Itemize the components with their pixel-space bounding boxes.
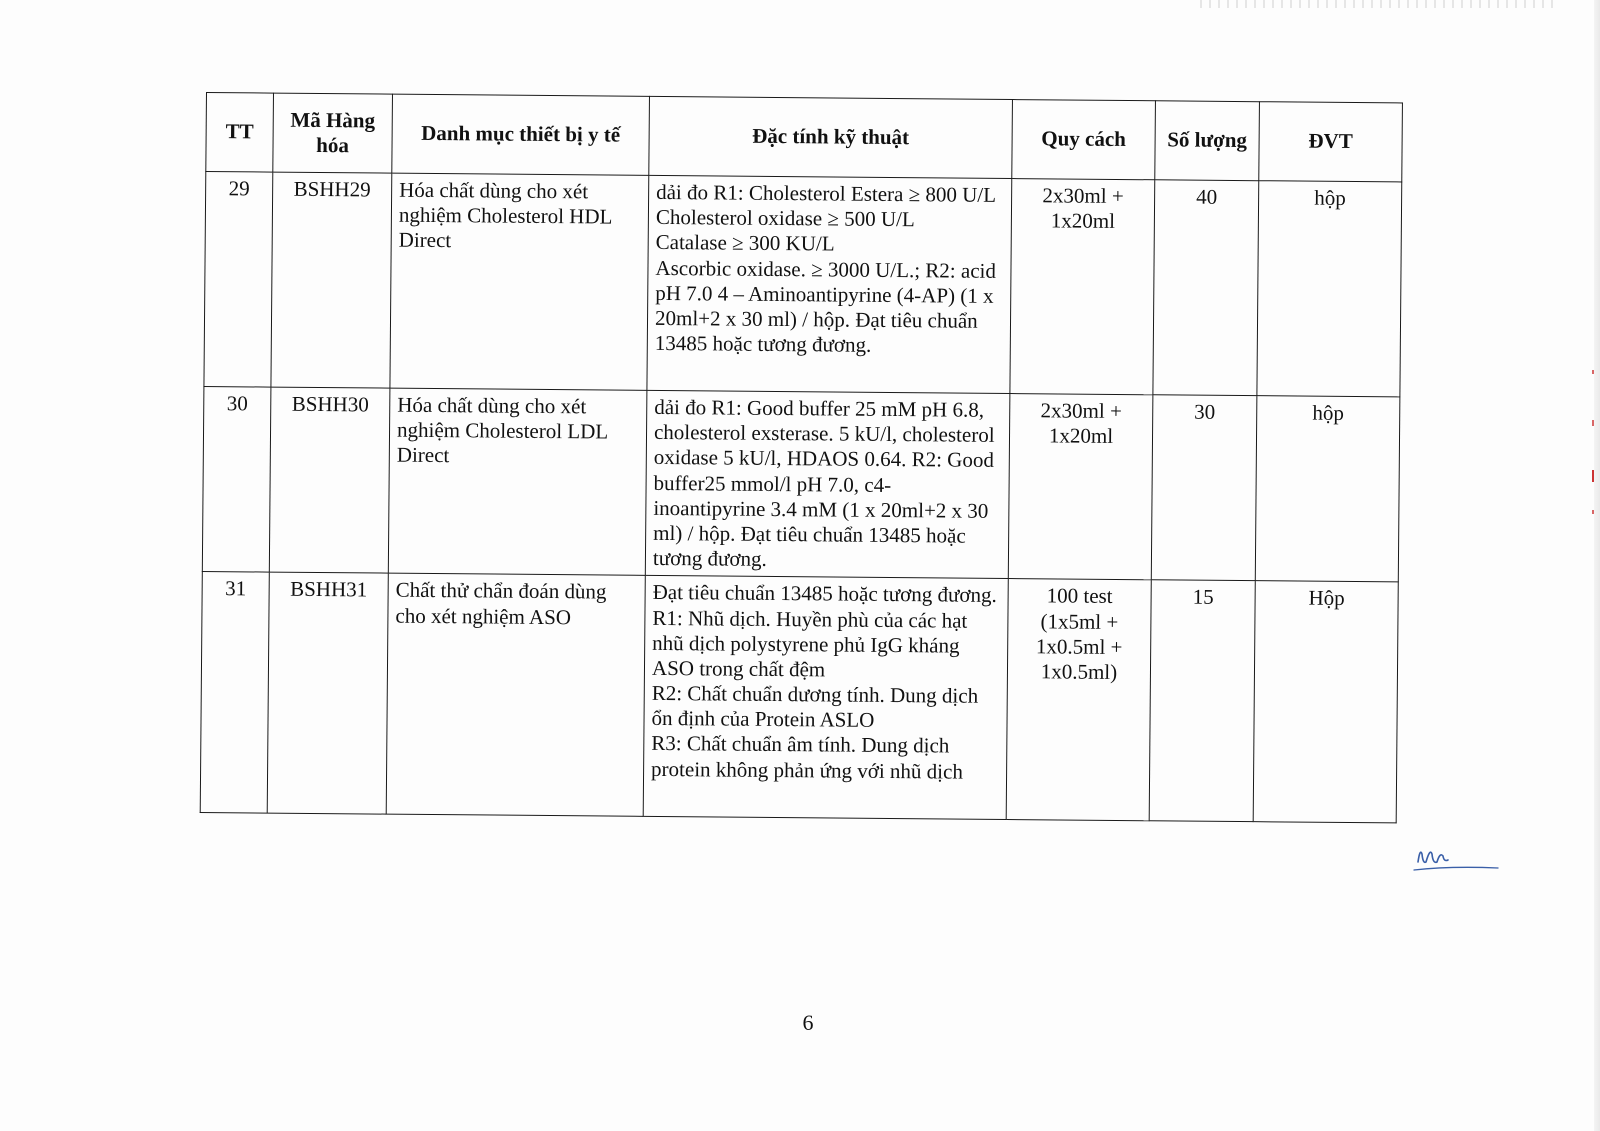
spec-line: dải đo R1: Good buffer 25 mM pH 6.8, cholesterol exsterase. 5 kU/l, cholesterol oxidase 5 kU/l, HDAOS 0.64. R2: Good buffer25 mmol/l pH 7.0, c4- inoantipyrine 3.4 mM (1 x 20ml+2 x 30 ml) / hộp. Đạt tiêu chuẩn 13485 hoặc tương đương. bbox=[652, 394, 995, 572]
spec-line: Catalase ≥ 300 KU/L bbox=[655, 230, 835, 256]
cell-qty: 30 bbox=[1151, 395, 1257, 581]
cell-tt: 29 bbox=[204, 172, 273, 388]
scan-noise bbox=[1200, 0, 1560, 8]
pack-line: 2x30ml + bbox=[1040, 398, 1122, 424]
cell-unit: hộp bbox=[1255, 396, 1400, 583]
header-qty: Số lượng bbox=[1155, 101, 1260, 181]
pack-line: 100 test bbox=[1046, 583, 1113, 609]
header-unit: ĐVT bbox=[1259, 102, 1403, 182]
equipment-spec-table bbox=[200, 92, 1403, 824]
cell-unit: hộp bbox=[1257, 181, 1402, 397]
cell-tt: 30 bbox=[202, 386, 271, 572]
cell-spec bbox=[643, 576, 1008, 820]
cell-name: Hóa chất dùng cho xét nghiệm Cholesterol LDL Direct bbox=[388, 388, 647, 576]
cell-spec bbox=[645, 390, 1010, 578]
spec-line: Cholesterol oxidase ≥ 500 U/L bbox=[655, 205, 915, 232]
cell-name: Chất thử chẩn đoán dùng cho xét nghiệm ASO bbox=[386, 573, 645, 816]
pack-line: 1x20ml bbox=[1048, 423, 1114, 449]
header-pack: Quy cách bbox=[1012, 100, 1156, 180]
cell-unit: Hộp bbox=[1253, 581, 1398, 823]
spec-line: R1: Nhũ dịch. Huyền phù của các hạt nhũ dịch polystyrene phủ IgG kháng ASO trong chất đệm bbox=[651, 605, 968, 682]
pack-line: 1x0.5ml + bbox=[1035, 633, 1123, 659]
header-spec: Đặc tính kỹ thuật bbox=[649, 96, 1013, 178]
page-number: 6 bbox=[802, 1010, 814, 1035]
table-row bbox=[200, 572, 1398, 823]
header-code: Mã Hàng hóa bbox=[273, 93, 393, 173]
cell-tt: 31 bbox=[200, 572, 269, 814]
signature-initials-icon bbox=[1410, 840, 1500, 880]
pack-line: (1x5ml + bbox=[1040, 608, 1119, 634]
table-row bbox=[204, 172, 1402, 397]
scan-edge-shadow bbox=[1594, 0, 1600, 1131]
cell-code: BSHH30 bbox=[269, 387, 390, 573]
spec-line: R2: Chất chuẩn dương tính. Dung dịch ổn định của Protein ASLO bbox=[651, 680, 979, 733]
cell-name: Hóa chất dùng cho xét nghiệm Cholesterol HDL Direct bbox=[390, 173, 649, 390]
cell-qty: 40 bbox=[1153, 180, 1259, 396]
cell-pack bbox=[1008, 394, 1153, 581]
table-row bbox=[202, 386, 1400, 582]
pack-line: 1x20ml bbox=[1050, 208, 1116, 234]
cell-qty: 15 bbox=[1149, 580, 1255, 822]
header-tt: TT bbox=[206, 93, 274, 173]
cell-pack bbox=[1006, 579, 1151, 821]
pack-line: 2x30ml + bbox=[1042, 183, 1124, 209]
cell-spec bbox=[647, 175, 1012, 393]
spec-line: dải đo R1: Cholesterol Estera ≥ 800 U/L bbox=[656, 179, 997, 207]
equipment-table-wrapper bbox=[200, 92, 1402, 824]
cell-code: BSHH29 bbox=[271, 172, 392, 388]
cell-pack bbox=[1010, 179, 1155, 395]
spec-line: Ascorbic oxidase. ≥ 3000 U/L.; R2: acid pH 7.0 4 – Aminoantipyrine (4-AP) (1 x 20ml+2 x 30 ml) / hộp. Đạt tiêu chuẩn 13485 hoặc tương đương. bbox=[654, 255, 997, 357]
cell-code: BSHH31 bbox=[267, 572, 388, 814]
header-name: Danh mục thiết bị y tế bbox=[392, 94, 650, 175]
edge-marks bbox=[1590, 360, 1596, 560]
table-header-row bbox=[206, 93, 1403, 182]
spec-line: R3: Chất chuẩn âm tính. Dung dịch protein không phản ứng với nhũ dịch bbox=[651, 731, 963, 784]
spec-line: Đạt tiêu chuẩn 13485 hoặc tương đương. bbox=[652, 580, 997, 608]
pack-line: 1x0.5ml) bbox=[1040, 659, 1118, 684]
